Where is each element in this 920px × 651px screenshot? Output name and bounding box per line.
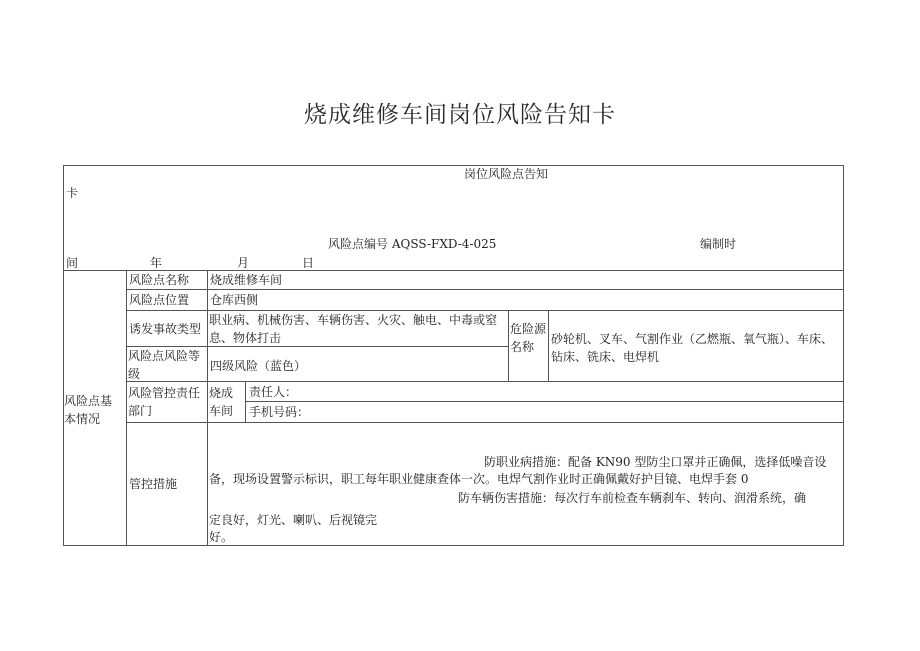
divider: [126, 270, 127, 546]
measures-label: 管控措施: [129, 477, 178, 491]
name-value: 烧成维修车间: [210, 273, 283, 287]
measure-line-3: 防车辆伤害措施：每次行车前检查车辆刹车、转向、润滑系统，确: [458, 491, 807, 505]
divider: [548, 310, 549, 381]
section-label: 风险点基本情况: [64, 394, 113, 426]
name-label: 风险点名称: [129, 273, 190, 287]
risk-point-code: 风险点编号 AQSS-FXD-4-025: [328, 237, 497, 251]
phone-label: 手机号码：: [249, 405, 310, 419]
accident-value: 职业病、机械伤害、车辆伤害、火灾、触电、中毒或窒息、物体打击: [209, 313, 498, 345]
page-title: 烧成维修车间岗位风险告知卡: [304, 102, 616, 128]
divider: [245, 401, 844, 402]
divider: [126, 289, 844, 290]
date-month: 月: [237, 256, 250, 270]
date-jian: 间: [66, 256, 79, 270]
date-year: 年: [150, 256, 163, 270]
hazard-label: 危险源名称: [510, 322, 547, 354]
control-dept: 烧成车间: [209, 386, 234, 418]
location-value: 仓库西侧: [210, 293, 259, 307]
hazard-value: 砂轮机、叉车、气割作业（乙燃瓶、氧气瓶）、车床、钻床、铣床、电焊机: [551, 332, 834, 364]
measure-line-1: 防职业病措施：配备 KN90 型防尘口罩并正确佩，选择低噪音设: [484, 455, 827, 469]
divider: [508, 310, 509, 381]
location-label: 风险点位置: [129, 293, 190, 307]
card-title-part1: 岗位风险点告知: [464, 167, 549, 181]
measure-line-5: 好。: [209, 530, 234, 544]
divider: [126, 422, 844, 423]
responsible-person-label: 责任人：: [249, 385, 298, 399]
measure-line-2: 备，现场设置警示标识，职工每年职业健康查体一次。电焊气割作业时正确佩戴好护目镜、电焊手套 0: [209, 472, 749, 486]
measure-line-4: 定良好，灯光、喇叭、后视镜完: [209, 513, 378, 527]
level-value: 四级风险（蓝色）: [210, 359, 307, 373]
card-title-part2: 卡: [66, 186, 79, 200]
accident-label: 诱发事故类型: [129, 322, 202, 336]
divider: [207, 270, 208, 546]
compile-time-label: 编制时: [700, 237, 737, 251]
level-label: 风险点风险等级: [128, 349, 201, 381]
date-day: 日: [302, 256, 315, 270]
divider: [126, 381, 844, 382]
control-resp-label: 风险管控责任部门: [128, 386, 201, 418]
